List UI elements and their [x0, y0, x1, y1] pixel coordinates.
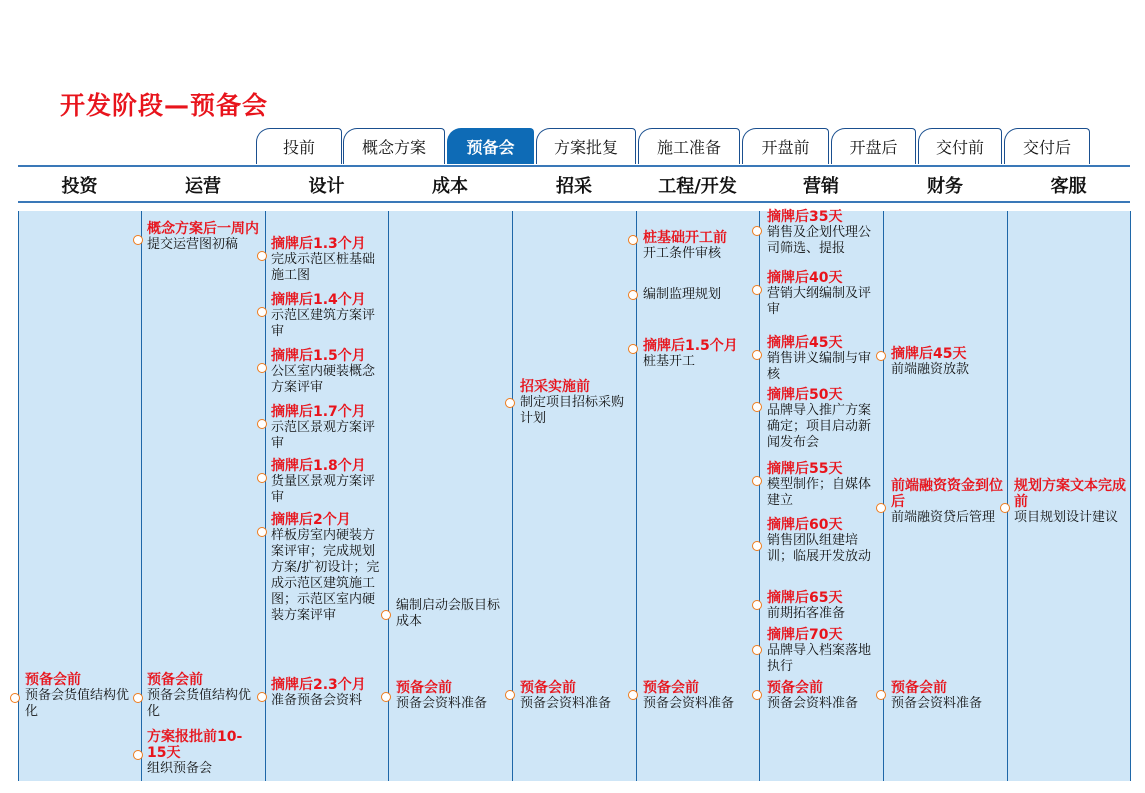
column-header-customer-service: 客服	[1050, 176, 1087, 197]
milestone-dot	[628, 690, 638, 700]
tab-post-opening[interactable]	[831, 128, 916, 164]
task-item	[767, 517, 879, 565]
task-item	[147, 221, 259, 253]
task-item	[520, 379, 632, 427]
tab-label: 方案批复	[553, 138, 618, 157]
task-text: 销售及企划代理公司筛选、提报	[767, 225, 872, 256]
task-item	[147, 729, 259, 777]
task-item	[767, 627, 879, 675]
task-time: 摘牌后1.7个月	[271, 404, 366, 420]
task-time: 摘牌后1.3个月	[271, 236, 366, 252]
task-time: 预备会前	[396, 680, 452, 696]
task-text: 营销大纲编制及评审	[767, 286, 872, 317]
column-header-cost: 成本	[432, 176, 468, 197]
task-item	[891, 478, 1003, 526]
task-text: 前端融资贷后管理	[891, 510, 996, 525]
column-header-design: 设计	[308, 176, 345, 197]
column-header-operations: 运营	[185, 176, 221, 197]
task-item	[396, 598, 508, 630]
milestone-dot	[505, 690, 515, 700]
task-item	[147, 672, 259, 720]
task-time: 摘牌后55天	[767, 461, 843, 477]
task-time: 桩基础开工前	[643, 230, 727, 246]
task-time: 摘牌后1.8个月	[271, 458, 366, 474]
task-text: 项目规划设计建议	[1014, 510, 1119, 525]
milestone-dot	[752, 285, 762, 295]
task-text: 示范区建筑方案评审	[271, 308, 376, 339]
tab-label: 投前	[282, 138, 315, 157]
milestone-dot	[752, 690, 762, 700]
tab-underline	[18, 165, 1130, 167]
task-time: 摘牌后60天	[767, 517, 843, 533]
task-time: 摘牌后1.4个月	[271, 292, 366, 308]
tab-pre-opening[interactable]	[742, 128, 829, 164]
milestone-dot	[752, 226, 762, 236]
task-item	[25, 672, 137, 720]
tab-label: 交付前	[935, 138, 984, 157]
task-text: 组织预备会	[147, 761, 213, 776]
task-item	[767, 387, 879, 451]
task-item	[271, 292, 383, 340]
tab-label: 开盘后	[849, 138, 898, 157]
task-text: 预备会资料准备	[643, 696, 735, 711]
task-item	[396, 680, 508, 712]
task-text: 品牌导入档案落地执行	[767, 643, 872, 674]
header-underline	[18, 201, 1130, 203]
milestone-dot	[752, 350, 762, 360]
column-header-marketing: 营销	[803, 176, 839, 197]
task-time: 招采实施前	[520, 379, 590, 395]
task-time: 规划方案文本完成前	[1014, 478, 1126, 510]
task-item	[643, 230, 755, 262]
task-item	[891, 680, 1003, 712]
task-text: 销售讲义编制与审核	[767, 351, 872, 382]
task-text: 品牌导入推广方案确定；项目启动新闻发布会	[767, 403, 872, 450]
task-text: 准备预备会资料	[271, 693, 363, 708]
task-item	[767, 680, 879, 712]
tab-label: 预备会	[466, 138, 515, 157]
column-header-finance: 财务	[927, 176, 963, 197]
task-time: 摘牌后1.5个月	[271, 348, 366, 364]
task-item	[1014, 478, 1126, 526]
task-text: 预备会资料准备	[520, 696, 612, 711]
task-item	[891, 346, 1003, 378]
task-time: 摘牌后45天	[891, 346, 967, 362]
milestone-dot	[505, 398, 515, 408]
column-divider	[1007, 211, 1008, 781]
task-item	[271, 677, 383, 709]
task-item	[271, 348, 383, 396]
task-time: 摘牌后65天	[767, 590, 843, 606]
task-item	[767, 270, 879, 318]
task-time: 预备会前	[520, 680, 576, 696]
milestone-dot	[133, 235, 143, 245]
task-text: 公区室内硬装概念方案评审	[271, 364, 376, 395]
task-text: 预备会资料准备	[396, 696, 488, 711]
task-item	[767, 461, 879, 509]
task-text: 完成示范区桩基础施工图	[271, 252, 376, 283]
task-item	[643, 338, 755, 370]
task-text: 货量区景观方案评审	[271, 474, 376, 505]
tab-pre-meeting[interactable]	[447, 128, 534, 164]
milestone-dot	[876, 351, 886, 361]
tab-construction-prep[interactable]	[638, 128, 740, 164]
milestone-dot	[381, 610, 391, 620]
task-text: 预备会资料准备	[767, 696, 859, 711]
tab-label: 概念方案	[361, 138, 426, 157]
task-text: 编制监理规划	[643, 287, 722, 302]
tab-investment-pre[interactable]	[256, 128, 342, 164]
milestone-dot	[752, 476, 762, 486]
tab-label: 交付后	[1022, 138, 1071, 157]
milestone-dot	[876, 503, 886, 513]
task-text: 前期拓客准备	[767, 606, 846, 621]
page-title: 开发阶段—预备会	[60, 91, 269, 120]
tab-label: 施工准备	[656, 138, 721, 157]
task-time: 摘牌后1.5个月	[643, 338, 738, 354]
task-time: 摘牌后50天	[767, 387, 843, 403]
task-time: 方案报批前10-15天	[147, 729, 243, 761]
task-item	[643, 287, 755, 303]
column-header-engineering: 工程/开发	[658, 176, 737, 197]
tab-post-delivery[interactable]	[1004, 128, 1090, 164]
task-item	[271, 404, 383, 452]
tab-pre-delivery[interactable]	[918, 128, 1002, 164]
column-divider	[1130, 211, 1131, 781]
task-text: 制定项目招标采购计划	[520, 395, 625, 426]
tab-concept-plan[interactable]	[343, 128, 445, 164]
task-time: 摘牌后70天	[767, 627, 843, 643]
milestone-dot	[752, 600, 762, 610]
task-item	[271, 236, 383, 284]
task-item	[643, 680, 755, 712]
milestone-dot	[257, 473, 267, 483]
tab-label: 开盘前	[761, 138, 810, 157]
milestone-dot	[752, 541, 762, 551]
milestone-dot	[257, 307, 267, 317]
task-time: 预备会前	[767, 680, 823, 696]
column-header-investment: 投资	[61, 176, 98, 197]
task-time: 摘牌后40天	[767, 270, 843, 286]
task-text: 销售团队组建培训；临展开发放动	[767, 533, 872, 564]
task-time: 摘牌后35天	[767, 209, 843, 225]
task-time: 预备会前	[643, 680, 699, 696]
task-time: 前端融资资金到位后	[891, 478, 1003, 510]
milestone-dot	[257, 251, 267, 261]
column-header-procurement: 招采	[556, 176, 592, 197]
task-text: 预备会货值结构优化	[147, 688, 252, 719]
task-item	[767, 209, 879, 257]
task-time: 摘牌后2个月	[271, 512, 351, 528]
milestone-dot	[257, 363, 267, 373]
task-text: 预备会货值结构优化	[25, 688, 130, 719]
task-item	[520, 680, 632, 712]
task-text: 预备会资料准备	[891, 696, 983, 711]
tab-plan-approval[interactable]	[536, 128, 636, 164]
task-text: 提交运营图初稿	[147, 237, 239, 252]
task-time: 摘牌后45天	[767, 335, 843, 351]
milestone-dot	[133, 750, 143, 760]
task-time: 预备会前	[891, 680, 947, 696]
milestone-dot	[10, 693, 20, 703]
task-text: 示范区景观方案评审	[271, 420, 376, 451]
task-item	[767, 590, 879, 622]
milestone-dot	[752, 645, 762, 655]
milestone-dot	[257, 692, 267, 702]
task-time: 概念方案后一周内	[147, 221, 259, 237]
milestone-dot	[628, 290, 638, 300]
milestone-dot	[381, 692, 391, 702]
task-time: 预备会前	[25, 672, 81, 688]
milestone-dot	[628, 344, 638, 354]
task-time: 摘牌后2.3个月	[271, 677, 366, 693]
milestone-dot	[628, 235, 638, 245]
task-item	[767, 335, 879, 383]
milestone-dot	[752, 402, 762, 412]
task-text: 前端融资放款	[891, 362, 970, 377]
task-text: 开工条件审核	[643, 246, 722, 261]
task-text: 桩基开工	[643, 354, 696, 369]
task-text: 模型制作；自媒体建立	[767, 477, 872, 508]
milestone-dot	[133, 693, 143, 703]
milestone-dot	[257, 419, 267, 429]
task-text: 样板房室内硬装方案评审；完成规划方案/扩初设计；完成示范区建筑施工图；示范区室内硬装方案评审	[271, 528, 380, 623]
task-time: 预备会前	[147, 672, 203, 688]
task-item	[271, 512, 383, 624]
milestone-dot	[876, 690, 886, 700]
milestone-dot	[257, 527, 267, 537]
task-text: 编制启动会版目标成本	[396, 598, 501, 629]
milestone-dot	[1000, 503, 1010, 513]
task-item	[271, 458, 383, 506]
